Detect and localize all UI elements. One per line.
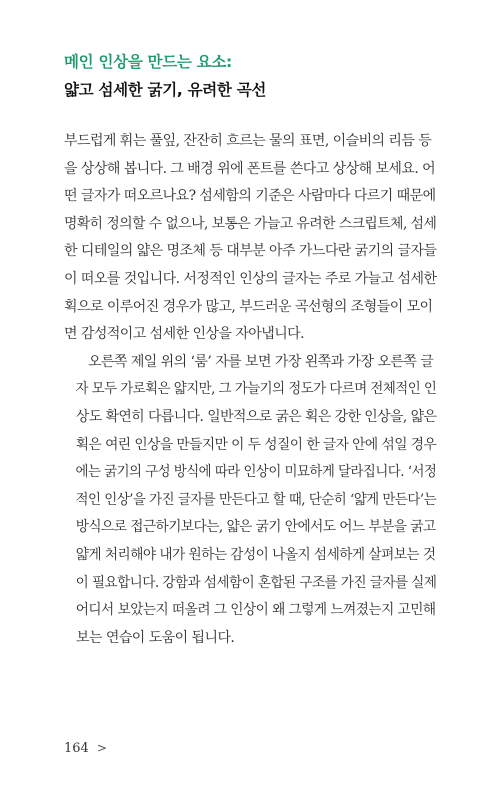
text-line: 어디서 보았는지 떠올려 그 인상이 왜 그렇게 느껴졌는지 고민해: [75, 602, 436, 619]
text-line: 자 모두 가로획은 얇지만, 그 가늘기의 정도가 다르며 전체적인 인: [75, 381, 437, 398]
text-line: 이 떠오를 것입니다. 서정적인 인상의 글자는 주로 가늘고 섬세한: [64, 270, 437, 287]
paragraph-2: [64, 349, 436, 653]
text-line: 오른쪽 제일 위의 ‘룸’ 자를 보면 가장 왼쪽과 가장 오른쪽 글: [88, 353, 434, 370]
body-text: [64, 128, 436, 652]
text-line: 떤 글자가 떠오르나요? 섬세함의 기준은 사람마다 다르기 때문에: [64, 188, 436, 205]
text-line: 적인 인상’을 가진 글자를 만든다고 할 때, 단순히 ‘얇게 만든다’는: [75, 491, 437, 508]
text-line: 보는 연습이 도움이 됩니다.: [76, 629, 235, 646]
text-line: 한 디테일의 얇은 명조체 등 대부분 아주 가느다란 굵기의 글자들: [64, 243, 437, 260]
text-line: 부드럽게 휘는 풀잎, 잔잔히 흐르는 물의 표면, 이슬비의 리듬 등: [64, 133, 432, 149]
text-line: 면 감성적이고 섬세한 인상을 자아냅니다.: [64, 326, 305, 343]
paragraph-1: [64, 128, 436, 349]
text-line: 얇게 처리해야 내가 원하는 감성이 나올지 섬세하게 살펴보는 것: [75, 546, 436, 563]
text-line: 에는 굵기의 구성 방식에 따라 인상이 미묘하게 달라집니다. ‘서정: [75, 464, 437, 481]
page-footer: [64, 741, 107, 756]
section-kicker: 메인 인상을 만드는 요소:: [64, 53, 232, 71]
text-line: 상도 확연히 다릅니다. 일반적으로 굵은 획은 강한 인상을, 얇은: [75, 408, 437, 425]
page-number: 164: [64, 741, 89, 756]
text-line: 획은 여린 인상을 만들지만 이 두 성질이 한 글자 안에 섞일 경우: [75, 436, 437, 453]
chevron-right-icon: >: [96, 741, 107, 755]
text-line: 획으로 이루어진 경우가 많고, 부드러운 곡선형의 조형들이 모이: [64, 298, 433, 315]
text-line: 명확히 정의할 수 없으나, 보통은 가늘고 유려한 스크립트체, 섬세: [64, 215, 437, 232]
text-line: 이 필요합니다. 강함과 섬세함이 혼합된 구조를 가진 글자를 실제: [75, 574, 437, 591]
section-title: 얇고 섬세한 굵기, 유려한 곡선: [64, 81, 267, 99]
text-line: 방식으로 접근하기보다는, 얇은 굵기 안에서도 어느 부분을 굵고: [75, 519, 436, 536]
text-line: 을 상상해 봅니다. 그 배경 위에 폰트를 쓴다고 상상해 보세요. 어: [64, 160, 436, 177]
